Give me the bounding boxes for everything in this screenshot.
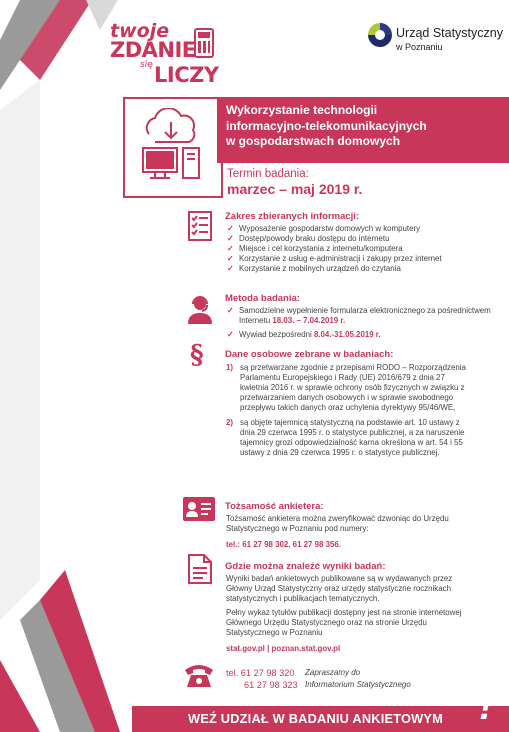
institution-city: w Poznaniu: [396, 42, 443, 52]
method-item-dates: 18.03. – 7.04.2019 r.: [272, 316, 346, 325]
list-item: [226, 363, 466, 413]
list-item: ✓ Korzystanie z mobilnych urządzeń do czytania: [227, 264, 497, 274]
results-text-1: Wyniki badań ankietowych publikowane są w wydawanych przez Główny Urząd Statystyczny oraz urzędy statystyczne rocznikach statystycznych i publikacjach tematycznych.: [226, 574, 453, 603]
calculator-icon: [194, 28, 214, 58]
contact-phone-1: tel. 61 27 98 320: [226, 668, 295, 678]
telephone-icon: [183, 662, 215, 688]
list-item-text: są przetwarzane zgodnie z przepisami RODO – Rozporządzenia Parlamentu Europejskiego i Rady (UE) 2016/679 z dnia 27 kwietnia 2016 r. w sprawie ochrony osób fizycznych w związku z przetwarzaniem danych osobowych i w sprawie swobodnego przepływu takich danych oraz uchylenia dyrektywy 95/46/WE,: [240, 363, 466, 412]
survey-term-value: marzec – maj 2019 r.: [227, 181, 363, 197]
survey-title: [226, 103, 504, 150]
contact-invite: [305, 667, 411, 691]
stat-gov-link[interactable]: stat.gov.pl: [226, 644, 265, 653]
campaign-logo: [110, 22, 230, 88]
scope-section-title: Zakres zbieranych informacji:: [225, 211, 360, 222]
list-item-number: 1): [226, 363, 234, 372]
call-to-action-text: WEŹ UDZIAŁ W BADANIU ANKIETOWYM: [188, 711, 444, 726]
list-item: [226, 418, 466, 458]
checklist-icon: [188, 211, 212, 241]
links-separator: |: [267, 644, 270, 653]
contact-phone-2: 61 27 98 323: [244, 680, 298, 690]
contact-phones: [226, 667, 298, 691]
data-protection-list: [226, 363, 466, 458]
method-item-dates: 8.04.-31.05.2019 r.: [313, 330, 381, 339]
section-sign-icon: §: [190, 340, 204, 370]
survey-title-line: w gospodarstwach domowych: [226, 134, 401, 148]
survey-title-line: informacyjno-telekomunikacyjnych: [226, 118, 427, 133]
survey-term-label: Termin badania:: [227, 168, 309, 180]
method-list: [227, 306, 497, 340]
results-section-title: Gdzie można znaleźć wyniki badań:: [225, 561, 386, 572]
method-section-title: Metoda badania:: [225, 293, 300, 304]
method-item-text: Samodzielne wypełnienie formularza elektronicznego za pośrednictwem Internetu: [239, 306, 491, 325]
logo-word-zdanie: ZDANIE: [110, 38, 196, 62]
id-badge-icon: [183, 497, 215, 521]
contact-invite-line: Zapraszamy do: [305, 668, 361, 677]
cloud-computer-icon: [135, 108, 211, 184]
exclamation-mark: !: [479, 684, 493, 728]
results-links: [226, 644, 340, 654]
list-item: ✓ Dostęp/powody braku dostępu do internetu: [227, 234, 497, 244]
list-item-number: 2): [226, 418, 234, 427]
identity-text: Tożsamość ankietera można zweryfikować dzwoniąc do Urzędu Statystycznego w Poznaniu pod numery:: [226, 514, 449, 533]
headset-agent-icon: [186, 294, 214, 324]
poznan-stat-link[interactable]: poznan.stat.gov.pl: [271, 644, 341, 653]
scope-list: [227, 224, 497, 274]
contact-invite-line: Informatorium Statystycznego: [305, 680, 411, 689]
list-item: ✓ Miejsce i cel korzystania z internetu/komputera: [227, 244, 497, 254]
document-icon: [188, 554, 212, 584]
results-text-2: Pełny wykaz tytułów publikacji dostępny jest na stronie internetowej Głównego Urzędu Statystycznego oraz na stronie Urzędu Statystycznego w Poznaniu: [226, 608, 462, 637]
statistics-office-logo-icon: [366, 20, 394, 50]
data-protection-section-title: Dane osobowe zebrane w badaniach:: [225, 349, 394, 360]
identity-phones: tel.: 61 27 98 302, 61 27 98 356.: [226, 540, 341, 549]
logo-word-sie: się: [140, 60, 153, 70]
list-item: [227, 306, 497, 326]
list-item-text: są objęte tajemnicą statystyczną na podstawie art. 10 ustawy z dnia 29 czerwca 1995 r. o statystyce publicznej, a za naruszenie tajemnicy grozi odpowiedzialność karna określona w art. 54 i 55 ustawy z dnia 29 czerwca 1995 r. o statystyce publicznej.: [240, 418, 465, 457]
logo-word-liczy: LICZY: [154, 63, 219, 87]
survey-title-line: Wykorzystanie technologii: [226, 103, 378, 117]
logo-word-twoje: twoje: [110, 20, 170, 42]
list-item: [227, 330, 497, 340]
identity-section-title: Tożsamość ankietera:: [225, 501, 324, 512]
method-item-text: Wywiad bezpośredni: [239, 330, 312, 339]
list-item: ✓ Korzystanie z usług e-administracji i zakupy przez internet: [227, 254, 497, 264]
institution-name: Urząd Statystyczny: [396, 26, 503, 40]
list-item: ✓ Wyposażenie gospodarstw domowych w komputery: [227, 224, 497, 234]
